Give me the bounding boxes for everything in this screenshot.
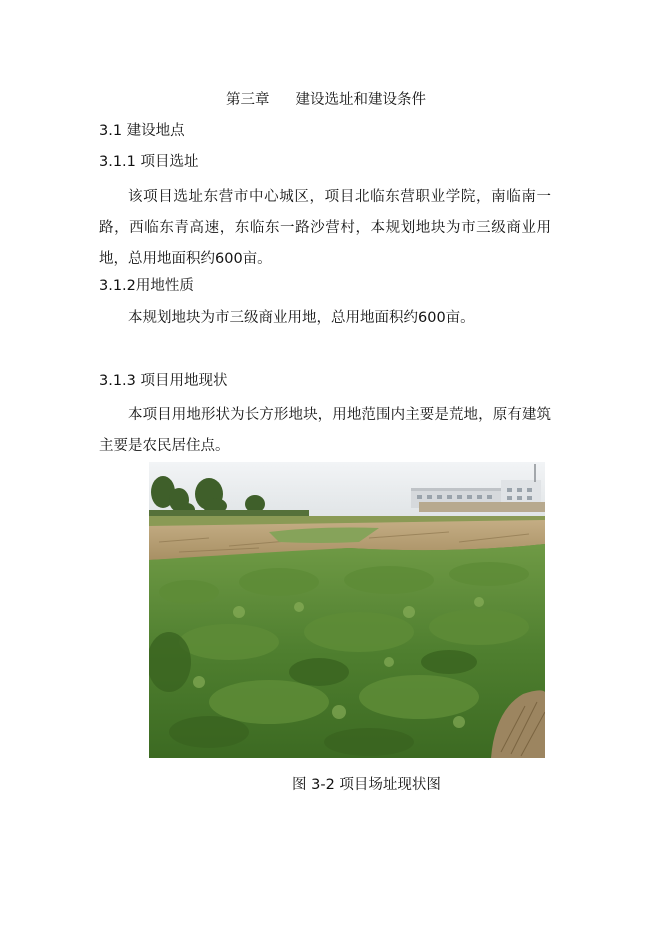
section-heading-3-1-1: 3.1.1 项目选址 [99, 154, 199, 170]
paragraph-land-nature: 本规划地块为市三级商业用地，总用地面积约600亩。 [128, 310, 475, 326]
chapter-title [226, 90, 426, 110]
paragraph-land-status: 本项目用地形状为长方形地块，用地范围内主要是荒地，原有建筑主要是农民居住点。 [99, 407, 551, 454]
section-heading-3-1: 3.1 建设地点 [99, 123, 185, 139]
figure-caption: 图 3-2 项目场址现状图 [292, 777, 441, 793]
chapter-number: 第三章 [226, 92, 270, 108]
site-photo [149, 462, 545, 758]
paragraph-site-selection: 该项目选址东营市中心城区，项目北临东营职业学院，南临南一路，西临东青高速，东临东一路沙营村，本规划地块为市三级商业用地，总用地面积约600亩。 [99, 189, 551, 267]
section-heading-3-1-3: 3.1.3 项目用地现状 [99, 373, 228, 389]
section-heading-3-1-2: 3.1.2用地性质 [99, 278, 194, 294]
chapter-name: 建设选址和建设条件 [295, 92, 426, 108]
